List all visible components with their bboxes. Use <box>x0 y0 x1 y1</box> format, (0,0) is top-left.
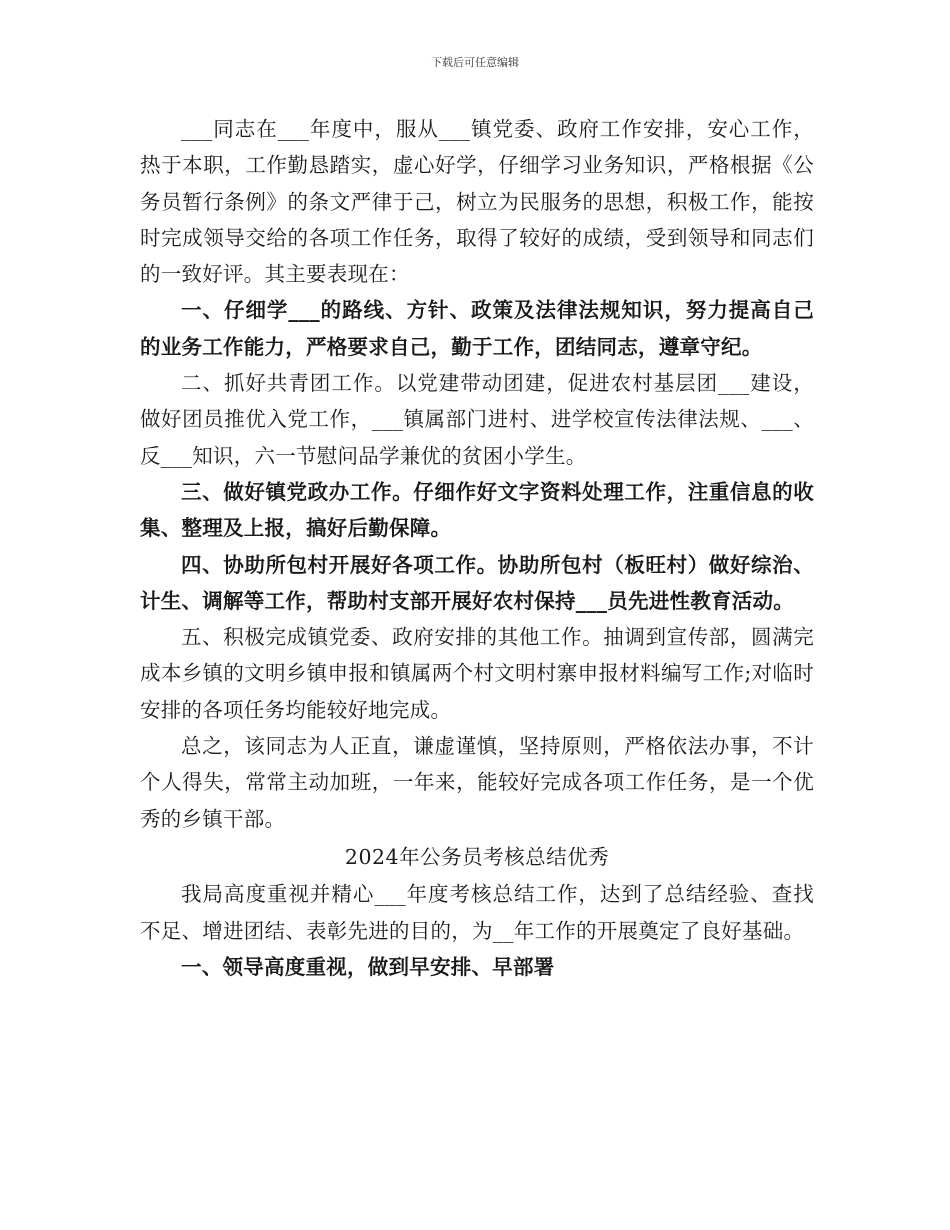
section-title: 2024年公务员考核总结优秀 <box>344 844 610 869</box>
point-three-paragraph: 三、做好镇党政办工作。仔细作好文字资料处理工作，注重信息的收集、整理及上报，搞好后勤保障。 <box>140 479 814 541</box>
point-two-paragraph: 二、抓好共青团工作。以党建带动团建，促进农村基层团___建设，做好团员推优入党工作，___镇属部门进村、进学校宣传法律法规、___、反___知识，六一节慰问品学兼优的贫困小学生。 <box>140 371 814 468</box>
download-note: 下载后可任意编辑 <box>431 56 519 69</box>
point-five-paragraph: 五、积极完成镇党委、政府安排的其他工作。抽调到宣传部，圆满完成本乡镇的文明乡镇申报和镇属两个村文明村寨申报材料编写工作;对临时安排的各项任务均能较好地完成。 <box>140 625 814 722</box>
section-intro-paragraph: 我局高度重视并精心___年度考核总结工作，达到了总结经验、查找不足、增进团结、表彰先进的目的，为__年工作的开展奠定了良好基础。 <box>140 882 814 943</box>
point-one-paragraph: 一、仔细学___的路线、方针、政策及法律法规知识，努力提高自己的业务工作能力，严格要求自己，勤于工作，团结同志，遵章守纪。 <box>140 298 814 359</box>
section-heading-one: 一、领导高度重视，做到早安排、早部署 <box>181 954 555 979</box>
intro-paragraph: ___同志在___年度中，服从___镇党委、政府工作安排，安心工作，热于本职，工作勤恳踏实，虚心好学，仔细学习业务知识，严格根据《公务员暂行条例》的条文严律于己，树立为民服务的思想，积极工作，能按时完成领导交给的各项工作任务，取得了较好的成绩，受到领导和同志们的一致好评。其主要表现在： <box>140 117 814 287</box>
point-four-paragraph: 四、协助所包村开展好各项工作。协助所包村（板旺村）做好综治、计生、调解等工作，帮助村支部开展好农村保持___员先进性教育活动。 <box>140 552 814 613</box>
document-body <box>140 111 814 985</box>
summary-paragraph: 总之，该同志为人正直，谦虚谨慎，坚持原则，严格依法办事，不计个人得失，常常主动加班，一年来，能较好完成各项工作任务，是一个优秀的乡镇干部。 <box>140 734 814 831</box>
